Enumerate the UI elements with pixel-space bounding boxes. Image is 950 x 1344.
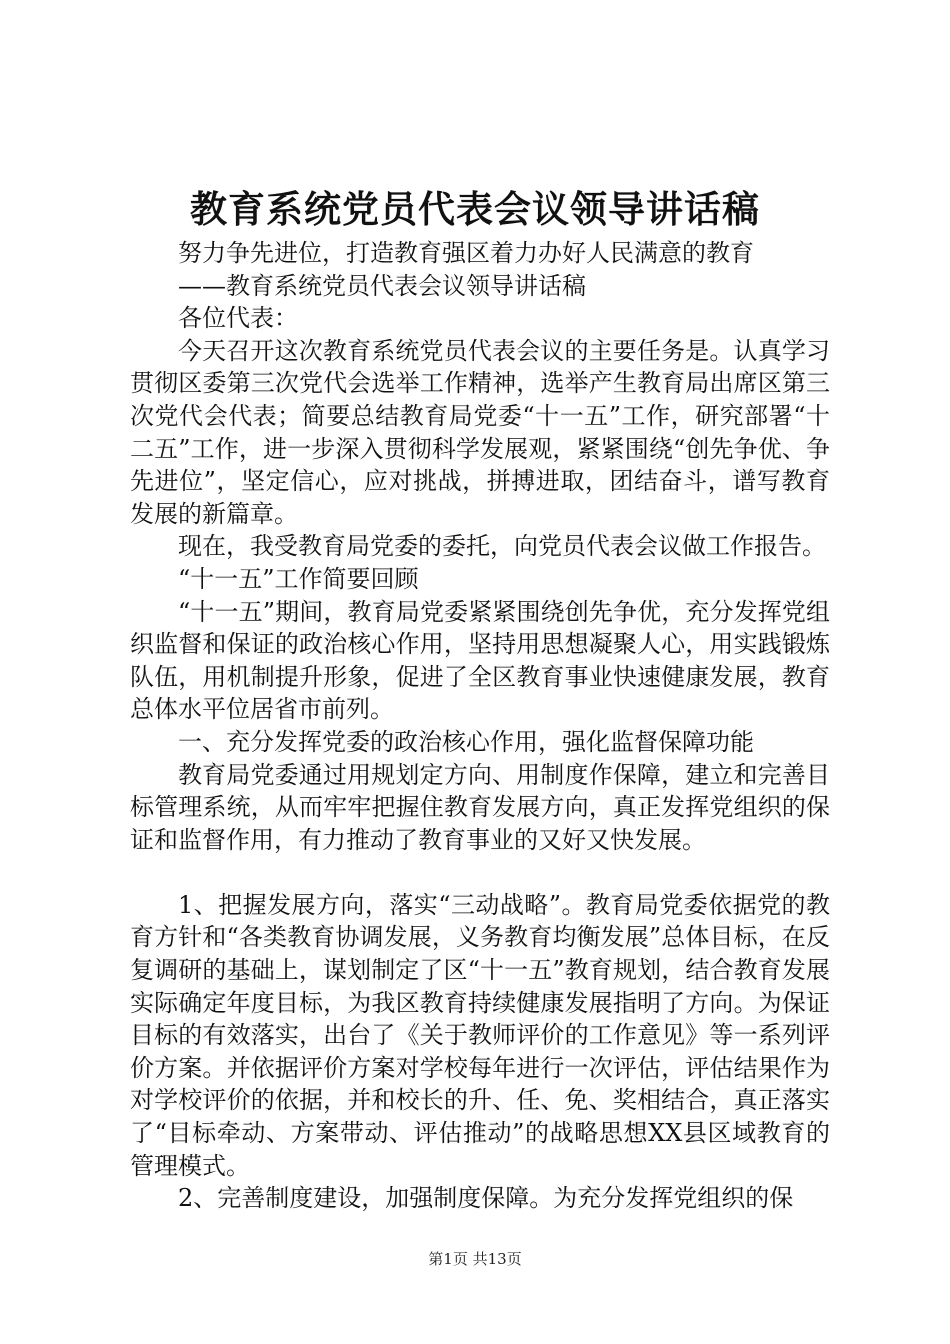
paragraph: “十一五”期间，教育局党委紧紧围绕创先争优，充分发挥党组织监督和保证的政治核心作用，坚持用思想凝聚人心，用实践锻炼队伍，用机制提升形象，促进了全区教育事业快速健康发展，教育总体水平位居省市前列。 xyxy=(130,597,830,724)
subtitle-line-2: ——教育系统党员代表会议领导讲话稿 xyxy=(178,271,586,300)
page-number: 第1页 共13页 xyxy=(428,1250,522,1268)
section-heading: 一、充分发挥党委的政治核心作用，强化监督保障功能 xyxy=(178,727,754,756)
paragraph: 今天召开这次教育系统党员代表会议的主要任务是。认真学习贯彻区委第三次党代会选举工作精神，选举产生教育局出席区第三次党代会代表；简要总结教育局党委“十一五”工作，研究部署“十二五”工作，进一步深入贯彻科学发展观，紧紧围绕“创先争优、争先进位”，坚定信心，应对挑战，拼搏进取，团结奋斗，谱写教育发展的新篇章。 xyxy=(130,336,830,528)
document-title: 教育系统党员代表会议领导讲话稿 xyxy=(190,187,760,231)
document-body xyxy=(130,237,830,1215)
subtitle-line-1: 努力争先进位，打造教育强区着力办好人民满意的教育 xyxy=(178,239,754,267)
paragraph-spacer xyxy=(130,856,830,889)
paragraph: 现在，我受教育局党委的委托，向党员代表会议做工作报告。 xyxy=(178,532,826,561)
section-heading: “十一五”工作简要回顾 xyxy=(178,564,419,593)
paragraph: 2、完善制度建设，加强制度保障。为充分发挥党组织的保 xyxy=(178,1184,794,1213)
paragraph: 1、把握发展方向，落实“三动战略”。教育局党委依据党的教育方针和“各类教育协调发展，义务教育均衡发展”总体目标，在反复调研的基础上，谋划制定了区“十一五”教育规划，结合教育发展实际确定年度目标，为我区教育持续健康发展指明了方向。为保证目标的有效落实，出台了《关于教师评价的工作意见》等一系列评价方案。并依据评价方案对学校每年进行一次评估，评估结果作为对学校评价的依据，并和校长的升、任、免、奖相结合，真正落实了“目标牵动、方案带动、评估推动”的战略思想XX县区域教育的管理模式。 xyxy=(130,890,830,1180)
salutation: 各位代表： xyxy=(178,304,298,333)
paragraph: 教育局党委通过用规划定方向、用制度作保障，建立和完善目标管理系统，从而牢牢把握住教育发展方向，真正发挥党组织的保证和监督作用，有力推动了教育事业的又好又快发展。 xyxy=(130,760,830,854)
